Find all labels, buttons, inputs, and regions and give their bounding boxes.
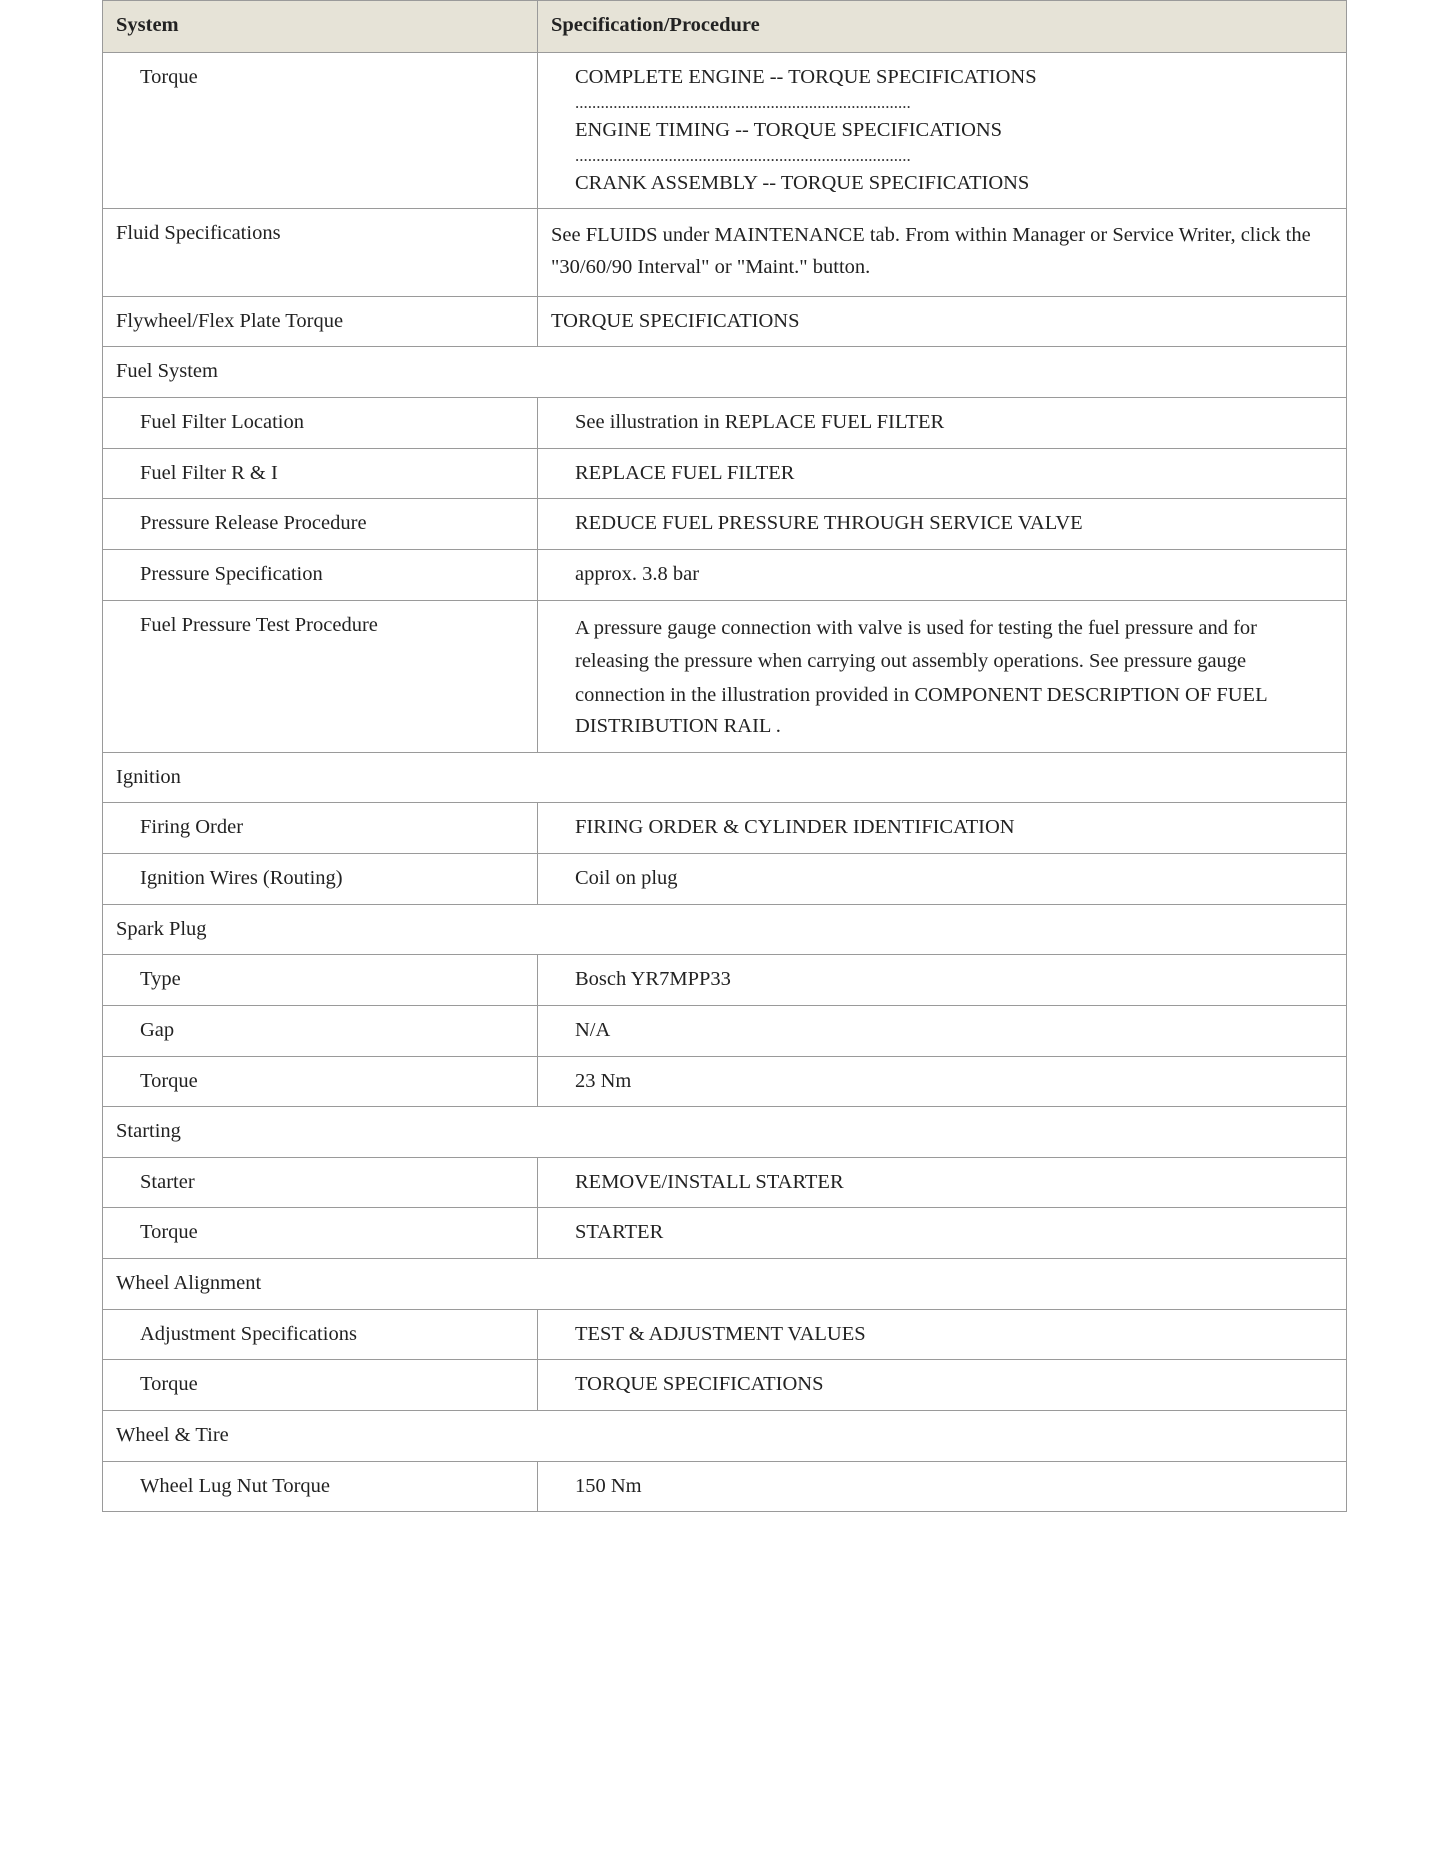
row-label: Ignition Wires (Routing)	[103, 853, 538, 904]
header-specification: Specification/Procedure	[538, 1, 1347, 53]
section-row-starting	[103, 1107, 1347, 1158]
table-row	[103, 448, 1347, 499]
row-value: See FLUIDS under MAINTENANCE tab. From within Manager or Service Writer, click the "30/60/90 Interval" or "Maint." button.	[538, 209, 1347, 297]
dotted-separator: ...............................................................................	[575, 93, 911, 113]
row-value: 150 Nm	[538, 1461, 1347, 1512]
table-row	[103, 1309, 1347, 1360]
section-title: Starting	[103, 1107, 1347, 1158]
row-value: Coil on plug	[538, 853, 1347, 904]
section-title: Spark Plug	[103, 904, 1347, 955]
row-value: Bosch YR7MPP33	[538, 955, 1347, 1006]
row-label: Type	[103, 955, 538, 1006]
row-label: Pressure Release Procedure	[103, 499, 538, 550]
section-row-wheel-tire	[103, 1411, 1347, 1462]
section-title: Fuel System	[103, 347, 1347, 398]
row-value: approx. 3.8 bar	[538, 549, 1347, 600]
firing-order-link[interactable]: FIRING ORDER & CYLINDER IDENTIFICATION	[538, 803, 1347, 854]
text-line: releasing the pressure when carrying out assembly operations. See pressure gauge	[575, 650, 1247, 673]
torque-references-cell	[538, 52, 1347, 209]
row-label: Pressure Specification	[103, 549, 538, 600]
section-row-ignition	[103, 752, 1347, 803]
text-line: DISTRIBUTION RAIL .	[575, 715, 781, 738]
table-row	[103, 1157, 1347, 1208]
row-value: 23 Nm	[538, 1056, 1347, 1107]
remove-install-starter-link[interactable]: REMOVE/INSTALL STARTER	[538, 1157, 1347, 1208]
row-label: Torque	[103, 52, 538, 209]
table-row	[103, 296, 1347, 347]
dotted-separator: ...............................................................................	[575, 146, 911, 166]
row-label: Starter	[103, 1157, 538, 1208]
reduce-fuel-pressure-link[interactable]: REDUCE FUEL PRESSURE THROUGH SERVICE VALVE	[538, 499, 1347, 550]
section-title: Wheel & Tire	[103, 1411, 1347, 1462]
starter-link[interactable]: STARTER	[538, 1208, 1347, 1259]
table-header-row	[103, 1, 1347, 53]
row-value[interactable]: See illustration in REPLACE FUEL FILTER	[538, 398, 1347, 449]
section-row-wheel-alignment	[103, 1259, 1347, 1310]
section-row-fuel-system	[103, 347, 1347, 398]
table-row	[103, 1360, 1347, 1411]
row-label: Firing Order	[103, 803, 538, 854]
table-row	[103, 1208, 1347, 1259]
section-title: Ignition	[103, 752, 1347, 803]
table-row	[103, 803, 1347, 854]
complete-engine-torque-link[interactable]: COMPLETE ENGINE -- TORQUE SPECIFICATIONS	[575, 65, 1037, 88]
row-label: Fuel Filter R & I	[103, 448, 538, 499]
text-line: connection in the illustration provided in COMPONENT DESCRIPTION OF FUEL	[575, 684, 1268, 707]
table-row	[103, 955, 1347, 1006]
torque-specifications-link[interactable]: TORQUE SPECIFICATIONS	[538, 1360, 1347, 1411]
row-value: N/A	[538, 1005, 1347, 1056]
section-row-spark-plug	[103, 904, 1347, 955]
table-row	[103, 209, 1347, 297]
table-row	[103, 1005, 1347, 1056]
header-system: System	[103, 1, 538, 53]
row-label: Torque	[103, 1056, 538, 1107]
table-row	[103, 549, 1347, 600]
crank-assembly-torque-link[interactable]: CRANK ASSEMBLY -- TORQUE SPECIFICATIONS	[575, 171, 1030, 194]
specification-table	[102, 0, 1347, 1512]
table-row	[103, 499, 1347, 550]
row-label: Fluid Specifications	[103, 209, 538, 297]
table-row	[103, 853, 1347, 904]
row-label: Flywheel/Flex Plate Torque	[103, 296, 538, 347]
engine-timing-torque-link[interactable]: ENGINE TIMING -- TORQUE SPECIFICATIONS	[575, 118, 1003, 141]
fuel-pressure-test-cell	[538, 600, 1347, 752]
row-label: Fuel Filter Location	[103, 398, 538, 449]
table-row	[103, 1461, 1347, 1512]
row-label: Adjustment Specifications	[103, 1309, 538, 1360]
row-label: Torque	[103, 1360, 538, 1411]
row-label: Gap	[103, 1005, 538, 1056]
row-label: Wheel Lug Nut Torque	[103, 1461, 538, 1512]
table-row	[103, 398, 1347, 449]
section-title: Wheel Alignment	[103, 1259, 1347, 1310]
table-row	[103, 52, 1347, 209]
replace-fuel-filter-link[interactable]: REPLACE FUEL FILTER	[538, 448, 1347, 499]
table-row	[103, 600, 1347, 752]
table-row	[103, 1056, 1347, 1107]
row-label: Fuel Pressure Test Procedure	[103, 600, 538, 752]
test-adjustment-values-link[interactable]: TEST & ADJUSTMENT VALUES	[538, 1309, 1347, 1360]
text-line: A pressure gauge connection with valve is used for testing the fuel pressure and for	[575, 616, 1257, 639]
row-label: Torque	[103, 1208, 538, 1259]
torque-specifications-link[interactable]: TORQUE SPECIFICATIONS	[538, 296, 1347, 347]
